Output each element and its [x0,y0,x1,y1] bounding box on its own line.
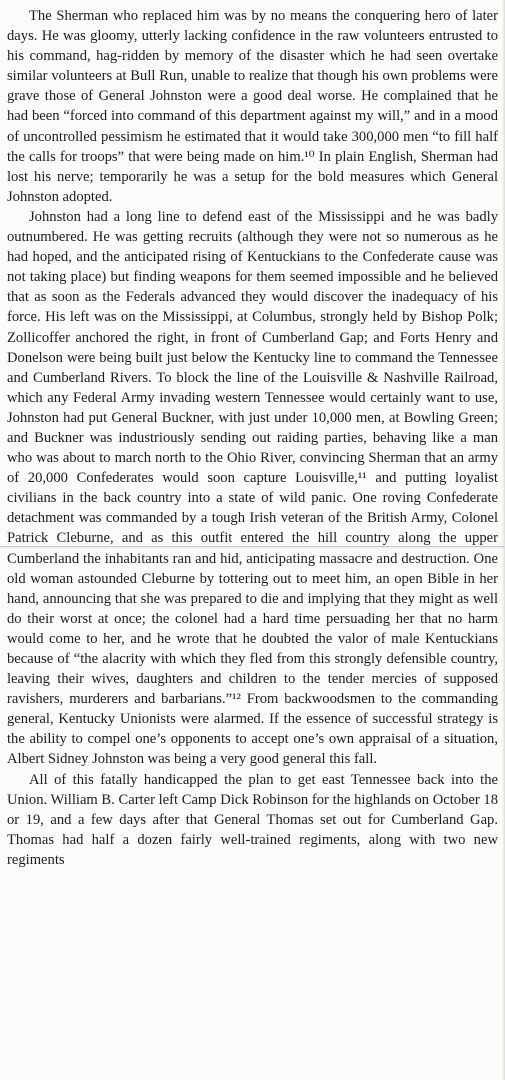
scan-seam-shadow [0,547,505,549]
paragraph-east-tennessee: All of this fatally handicapped the plan to get east Tennessee back into the Union. William B. Carter left Camp Dick Robinson for the highlands on October 18 or 19, and a few days after that General Thomas set out for Cumberland Gap. Thomas had half a dozen fairly well-trained regiments, along with two new regiments [7,771,498,868]
paragraph-johnston: Johnston had a long line to defend east of the Mississippi and he was badly outnumbered. He was getting recruits (although they were not so numerous as he had hoped, and the anticipated rising of Kentuckians to the Confederate cause was not taking place) but finding weapons for them seemed impossible and he believed that as soon as the Federals advanced they would discover the inadequacy of his force. His left was on the Mississippi, at Columbus, strongly held by Bishop Polk; Zollicoffer anchored the right, in front of Cumberland Gap; and Forts Henry and Donelson were being built just below the Kentucky line to command the Tennessee and Cumberland Rivers. To block the line of the Louisville & Nashville Railroad, which any Federal Army invading western Tennessee would certainly want to use, Johnston had put General Buckner, with just under 10,000 men, at Bowling Green; and Buckner was industriously sending out raiding parties, behaving like a man who was about to march north to the Ohio River, convincing Sherman that an army of 20,000 Confederates would soon capture Louisville,¹¹ and putting loyalist civilians in the back country into a state of wild panic. One roving Confederate detachment was commanded by a tough Irish veteran of the British Army, Colonel Patrick Cleburne, and as this outfit entered the hill country along the upper Cumberland the inhabitants ran and hid, anticipating massacre and destruction. One old woman astounded Cleburne by tottering out to meet him, an open Bible in her hand, announcing that she was prepared to die and implying that they might as well do their worst at once; the colonel had a hard time persuading her that no harm would come to her, and he wrote that he doubted the valor of male Kentuckians because of “the alacrity with which they fled from this strongly defensible country, leaving their wives, daughters and children to the tender mercies of supposed ravishers, murderers and barbarians.”¹² From backwoodsmen to the commanding general, Kentucky Unionists were alarmed. If the essence of successful strategy is the ability to compel one’s opponents to accept one’s own appraisal of a situation, Albert Sidney Johnston was being a very good general this fall. [7,208,498,768]
paragraph-sherman: The Sherman who replaced him was by no means the conquering hero of later days. He was gloomy, utterly lacking confidence in the raw volunteers entrusted to his command, hag-ridden by memory of the disaster which he had seen overtake similar volunteers at Bull Run, unable to realize that though his own problems were grave those of General Johnston were a good deal worse. He complained that he had been “forced into command of this department against my will,” and in a mood of uncontrolled pessimism he estimated that it would take 300,000 men “to fill half the calls for troops” that were being made on him.¹⁰ In plain English, Sherman had lost his nerve; temporarily he was a setup for the bold measures which General Johnston adopted. [7,8,498,205]
body-text [7,6,498,870]
